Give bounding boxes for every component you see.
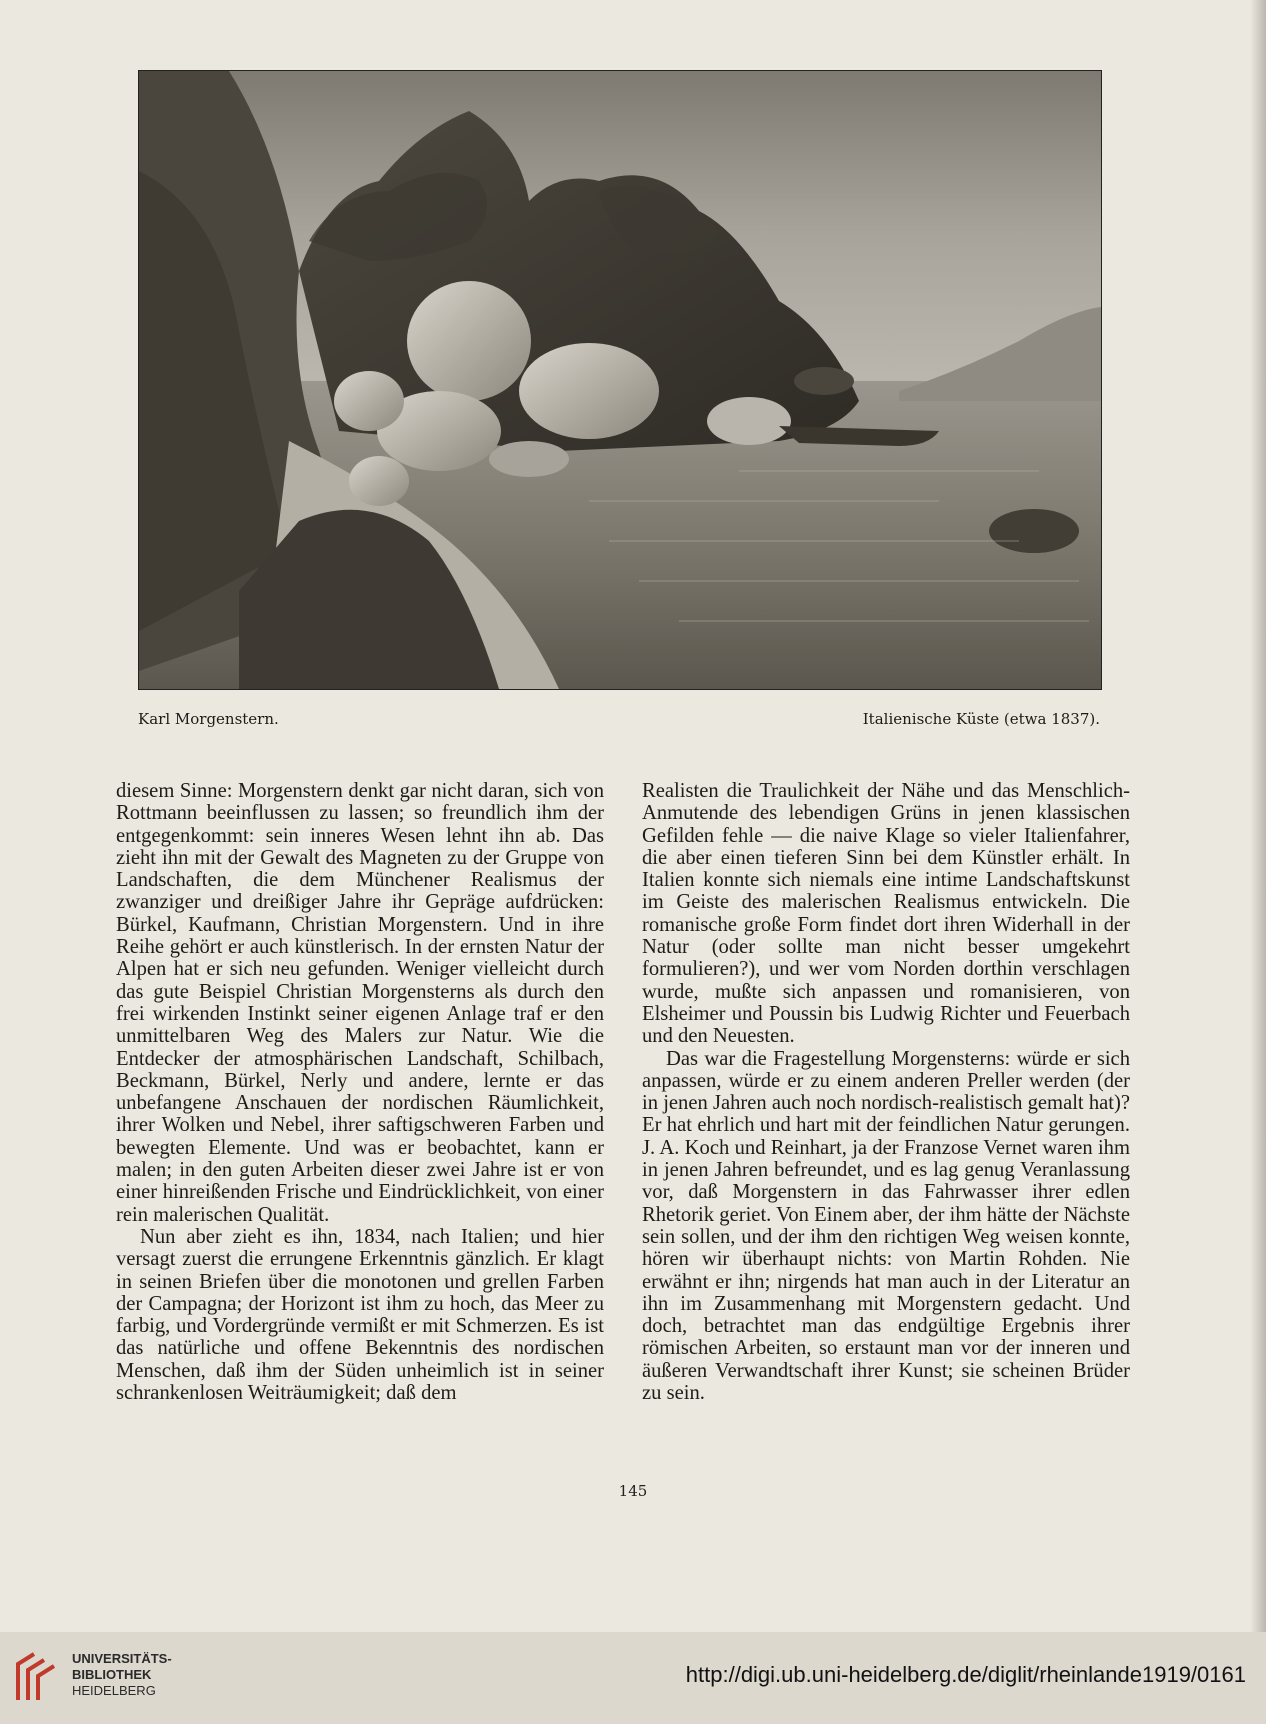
painting-plate <box>138 70 1102 690</box>
paragraph: Nun aber zieht es ihn, 1834, nach Italien; und hier versagt zuerst die errungene Erkenntnis gänzlich. Er klagt in seinen Briefen über die monotonen und grellen Farben der Campagna; der Horizont ist ihm zu hoch, das Meer zu farbig, und Vordergründe vermißt er mit Schmerzen. Es ist das natürliche und offene Bekenntnis des nordischen Menschen, daß ihm der Süden unheimlich ist in seiner schrankenlosen Weiträumigkeit; daß dem <box>116 1225 604 1405</box>
boulder-waterline <box>489 441 569 477</box>
boulder-far <box>707 397 791 445</box>
library-name[interactable] <box>72 1651 172 1699</box>
boulder-shore <box>349 456 409 506</box>
boulder-right <box>519 343 659 439</box>
rock-islet <box>794 367 854 395</box>
library-name-line: BIBLIOTHEK <box>72 1667 152 1682</box>
source-url-link[interactable]: http://digi.ub.uni-heidelberg.de/diglit/rheinlande1919/0161 <box>685 1662 1246 1687</box>
sea-rock-right <box>989 509 1079 553</box>
text-column-right <box>642 780 1130 1404</box>
caption-title: Italienische Küste (etwa 1837). <box>862 710 1100 728</box>
boulder-small-left <box>334 371 404 431</box>
paragraph: Das war die Fragestellung Morgensterns: würde er sich anpassen, würde er zu einem anderen Preller werden (der in jenen Jahren auch noch nordisch-realistisch gemalt hat)? Er hat ehrlich und hart mit der feindlichen Natur gerungen. J. A. Koch und Reinhart, ja der Franzose Vernet waren ihm in jenen Jahren befreundet, und es lag genug Veranlassung vor, daß Morgenstern in das Fahrwasser ihrer edlen Rhetorik geriet. Von Einem aber, der ihm hätte der Nächste sein sollen, und der ihm den richtigen Weg weisen konnte, hören wir überhaupt nichts: von Martin Rohden. Nie erwähnt er ihn; nirgends hat man auch in der Literatur an ihn im Zusammenhang mit Morgenstern gedacht. Und doch, betrachtet man das endgültige Ergebnis ihrer römischen Arbeiten, so erstaunt man vor der inneren und äußeren Verwandtschaft ihrer Kunst; sie scheinen Brüder zu sein. <box>642 1047 1130 1405</box>
coastal-landscape-illustration <box>139 71 1101 689</box>
caption-artist: Karl Morgenstern. <box>138 710 279 728</box>
library-logo-icon[interactable] <box>14 1650 64 1704</box>
library-name-line: UNIVERSITÄTS- <box>72 1651 172 1666</box>
text-column-left <box>116 780 604 1404</box>
library-name-line: HEIDELBERG <box>72 1683 156 1698</box>
page-number: 145 <box>618 1482 648 1500</box>
paragraph: Realisten die Traulichkeit der Nähe und das Menschlich-Anmutende des lebendigen Grüns in jenen klassischen Gefilden fehle — die naive Klage so vieler Italienfahrer, die aber einen tieferen Sinn bei dem Künstler erhält. In Italien konnte sich niemals eine intime Landschaftskunst im Geiste des malerischen Realismus entwickeln. Die romanische große Form findet dort ihren Widerhall in der Natur (oder sollte man nicht besser umgekehrt formulieren?), und wer vom Norden dorthin verschlagen wurde, mußte sich anpassen und romanisieren, von Elsheimer und Poussin bis Ludwig Richter und Feuerbach und den Neuesten. <box>642 780 1130 1048</box>
boulder-large <box>407 281 531 401</box>
page-edge-shadow <box>1250 0 1266 1632</box>
footer-bar <box>0 1632 1266 1724</box>
paragraph: diesem Sinne: Morgenstern denkt gar nicht daran, sich von Rottmann beeinflussen zu lassen; so freundlich ihm der entgegenkommt: sein inneres Wesen lehnt ihn ab. Das zieht ihn mit der Gewalt des Magneten zu der Gruppe von Landschaften, die dem Münchener Realismus der zwanziger und dreißiger Jahre ihr Gepräge aufdrücken: Bürkel, Kaufmann, Christian Morgenstern. Und in ihre Reihe gehört er auch künstlerisch. In der ernsten Natur der Alpen hat er sich neu gefunden. Weniger vielleicht durch das gute Beispiel Christian Morgensterns als durch den frei wirkenden Instinkt seiner eigenen Anlage traf er den unmittelbaren Weg des Malers zur Natur. Wie die Entdecker der atmosphärischen Landschaft, Schilbach, Beckmann, Bürkel, Nerly und andere, lernte er das unbefangene Anschauen der nordischen Räumlichkeit, ihrer Wolken und Nebel, ihrer saftigschweren Farben und bewegten Elemente. Und was er beobachtet, kann er malen; in den guten Arbeiten dieser zwei Jahre ist er von einer hinreißenden Frische und Eindrücklichkeit, von einer rein malerischen Qualität. <box>116 780 604 1226</box>
